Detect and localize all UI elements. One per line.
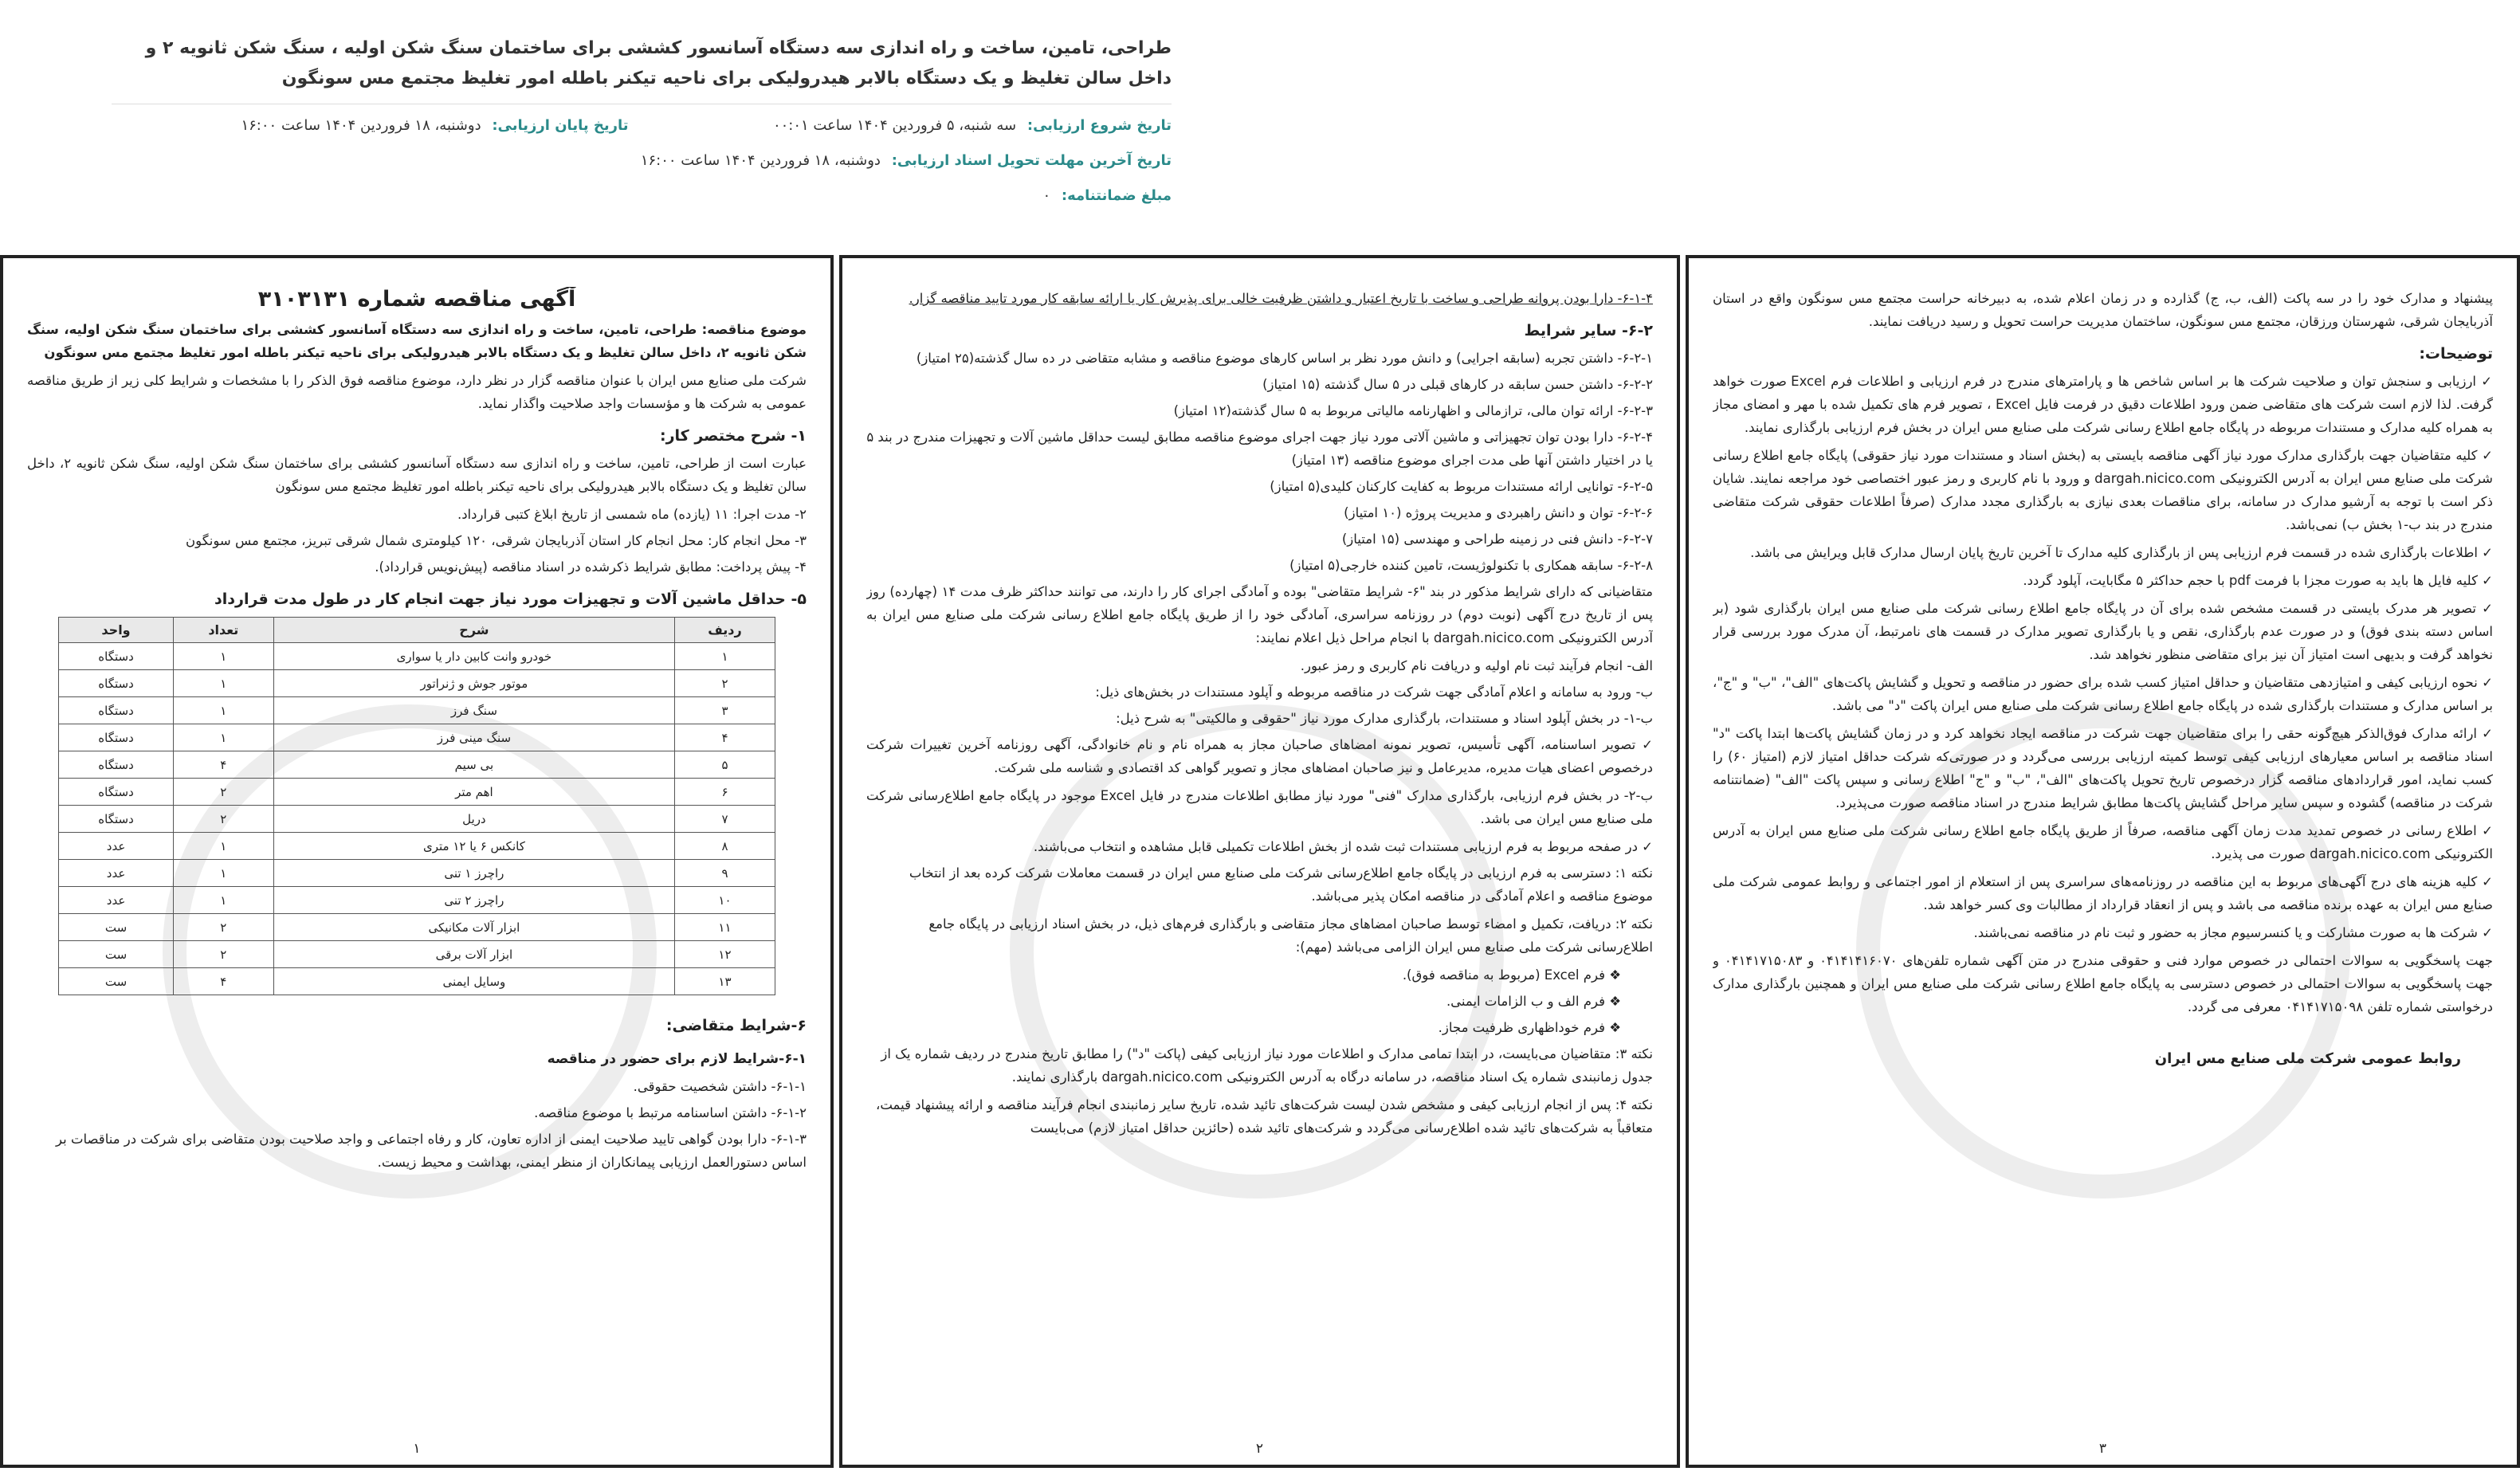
count-cell: ۲ xyxy=(173,779,273,806)
row-no-cell: ۳ xyxy=(675,697,775,724)
description-cell: سنگ مینی فرز xyxy=(273,724,674,751)
description-cell: دریل xyxy=(273,806,674,833)
unit-cell: عدد xyxy=(59,887,174,914)
item-6-1-4: ۶-۱-۴- دارا بودن پروانه طراحی و ساخت با تاریخ اعتبار و داشتن ظرفیت خالی برای پذیرش کار یا ارائه سابقه کار مورد تایید مناقصه گزار. xyxy=(909,291,1653,306)
table-row xyxy=(59,833,775,860)
section-6-2-list xyxy=(866,347,1653,577)
count-cell: ۱ xyxy=(173,860,273,887)
list-item: ❖ فرم الف و ب الزامات ایمنی. xyxy=(1446,994,1621,1009)
unit-cell: دستگاه xyxy=(59,779,174,806)
list-item: ۶-۲-۱- داشتن تجربه (سابقه اجرایی) و دانش مورد نظر بر اساس کارهای موضوع مناقصه و مشابه متقاضی در ده سال گذشته(۲۵ امتیاز) xyxy=(916,351,1653,366)
row-no-cell: ۶ xyxy=(675,779,775,806)
list-item: ✓ نحوه ارزیابی کیفی و امتیازدهی متقاضیان و حداقل امتیاز کسب شده برای حضور در مناقصه و تحویل و گشایش پاکت‌های "الف"، "ب" و "ج"، بر اساس مدارک و مستندات بارگذاری شده در پایگاه جامع اطلاع رسانی شرکت ملی صنایع مس ایران پاکت "د" می باشد. xyxy=(1713,675,2493,713)
step-be: ب- ورود به سامانه و اعلام آمادگی جهت شرکت در مناقصه مربوطه و آپلود مستندات در بخش‌های ذیل: xyxy=(1095,685,1653,700)
section-1-text: عبارت است از طراحی، تامین، ساخت و راه اندازی سه دستگاه آسانسور کششی برای ساختمان سنگ شکن اولیه، سنگ شکن ثانویه ۲، داخل سالن تغلیظ و یک دستگاه بالابر هیدرولیکی برای ناحیه تیکنر باطله امور تغلیظ مجتمع مس سونگون xyxy=(27,456,807,494)
row-no-cell: ۱ xyxy=(675,643,775,670)
list-item: ✓ اطلاعات بارگذاری شده در قسمت فرم ارزیابی پس از بارگذاری کلیه مدارک تا آخرین تاریخ پایان ارسال مدارک قابل ویرایش می باشد. xyxy=(1750,545,2493,560)
list-item: ✓ شرکت ها به صورت مشارکت و یا کنسرسیوم مجاز به حضور و ثبت نام در مناقصه نمی‌باشند. xyxy=(1973,925,2493,940)
note-2: نکته ۲: دریافت، تکمیل و امضاء توسط صاحبان امضاهای مجاز متقاضی و بارگذاری فرم‌های ذیل، در بخش اسناد ارزیابی در پایگاه جامع اطلاع‌رسانی شرکت ملی صنایع مس ایران الزامی می‌باشد (مهم): xyxy=(928,916,1653,955)
description-cell: ابزار آلات برقی xyxy=(273,941,674,968)
table-header-row xyxy=(59,618,775,643)
count-cell: ۱ xyxy=(173,887,273,914)
description-cell: راچرز ۱ تنی xyxy=(273,860,674,887)
section-6-2-title: ۶-۲- سایر شرایط xyxy=(1524,322,1653,339)
deadline-value: دوشنبه، ۱۸ فروردین ۱۴۰۴ ساعت ۱۶:۰۰ xyxy=(640,152,881,169)
section-4: ۴- پیش پرداخت: مطابق شرایط ذکرشده در اسناد مناقصه (پیش‌نویس قرارداد). xyxy=(375,559,807,575)
envelope-paragraph: پیشنهاد و مدارک خود را در سه پاکت (الف، ب، ج) گذارده و در زمان اعلام شده، به دبیرخانه حراست مجتمع مس سونگون واقع در استان آذربایجان شرقی، شهرستان ورزقان، مجتمع مس سونگون، ساختمان مدیریت حراست تحویل و رسید دریافت نمایند. xyxy=(1713,291,2493,329)
description-cell: بی سیم xyxy=(273,751,674,779)
step-be-1: ب-۱- در بخش آپلود اسناد و مستندات، بارگذاری مدارک مورد نیاز "حقوقی و مالکیتی" به شرح ذیل: xyxy=(1116,711,1653,726)
description-cell: کانکس ۶ یا ۱۲ متری xyxy=(273,833,674,860)
table-row xyxy=(59,860,775,887)
item-6-1-3: ۶-۱-۳- دارا بودن گواهی تایید صلاحیت ایمنی از اداره تعاون، کار و رفاه اجتماعی و واجد صلاحیت بودن متقاضی برای شرکت در مناقصات بر اساس دستورالعمل ارزیابی پیمانکاران از منظر ایمنی، بهداشت و محیط زیست. xyxy=(56,1132,807,1170)
unit-cell: دستگاه xyxy=(59,670,174,697)
table-row xyxy=(59,914,775,941)
page-number: ۲ xyxy=(1255,1441,1264,1457)
count-cell: ۱ xyxy=(173,670,273,697)
equipment-table xyxy=(58,617,775,995)
deadline-row xyxy=(112,151,1172,171)
section-1-title: ۱- شرح مختصر کار: xyxy=(659,427,807,445)
count-cell: ۱ xyxy=(173,833,273,860)
list-item: ✓ اطلاع رسانی در خصوص تمدید مدت زمان آگهی مناقصه، صرفاً از طریق پایگاه جامع اطلاع رسانی شرکت ملی صنایع مس ایران به آدرس الکترونیکی dargah.nicico.com صورت می پذیرد. xyxy=(1713,823,2493,861)
item-6-1-2: ۶-۱-۲- داشتن اساسنامه مرتبط با موضوع مناقصه. xyxy=(534,1105,807,1120)
table-row xyxy=(59,887,775,914)
section-5-title: ۵- حداقل ماشین آلات و تجهیزات مورد نیاز جهت انجام کار در طول مدت قرارداد xyxy=(214,590,807,608)
step-alef: الف- انجام فرآیند ثبت نام اولیه و دریافت نام کاربری و رمز عبور. xyxy=(1300,658,1653,673)
col-header-description: شرح xyxy=(273,618,674,643)
guarantee-value: ۰ xyxy=(1042,187,1051,204)
intro-paragraph: شرکت ملی صنایع مس ایران با عنوان مناقصه گزار در نظر دارد، موضوع مناقصه فوق الذکر را با مشخصات و شرایط کلی زیر از طریق مناقصه عمومی به شرکت ها و مؤسسات واجد صلاحیت واگذار نماید. xyxy=(27,373,807,411)
section-3: ۳- محل انجام کار: محل انجام کار استان آذربایجان شرقی، ۱۲۰ کیلومتری شمال شرقی تبریز، مجتمع مس سونگون xyxy=(186,533,807,548)
document-page-1 xyxy=(0,255,834,1468)
unit-cell: عدد xyxy=(59,833,174,860)
page-1-content xyxy=(27,287,807,1425)
deadline-label: تاریخ آخرین مهلت تحویل اسناد ارزیابی: xyxy=(891,152,1172,169)
required-forms-list xyxy=(866,963,1653,1039)
count-cell: ۲ xyxy=(173,806,273,833)
section-6-1-title: ۶-۱-شرایط لازم برای حضور در مناقصه xyxy=(547,1051,807,1067)
row-no-cell: ۷ xyxy=(675,806,775,833)
row-no-cell: ۹ xyxy=(675,860,775,887)
table-row xyxy=(59,779,775,806)
list-item: ❖ فرم خوداظهاری ظرفیت مجاز. xyxy=(1438,1020,1621,1035)
list-item: ✓ کلیه فایل ها باید به صورت مجزا با فرمت pdf با حجم حداکثر ۵ مگابایت، آپلود گردد. xyxy=(2023,573,2493,588)
supplementary-item: ✓ در صفحه مربوط به فرم ارزیابی مستندات ثبت شده از بخش اطلاعات تکمیلی قابل مشاهده و انتخاب می‌باشند. xyxy=(1033,839,1653,854)
step-be-2: ب-۲- در بخش فرم ارزیابی، بارگذاری مدارک "فنی" مورد نیاز مطابق اطلاعات مندرج در فایل Excel موجود در پایگاه جامع اطلاع‌رسانی شرکت ملی صنایع مس ایران می باشد. xyxy=(866,788,1653,826)
unit-cell: دستگاه xyxy=(59,806,174,833)
note-1: نکته ۱: دسترسی به فرم ارزیابی در پایگاه جامع اطلاع‌رسانی شرکت ملی صنایع مس ایران در قسمت معاملات شرکت کرده بعد از انتخاب موضوع مناقصه و اعلام آمادگی در مناقصه امکان پذیر می‌باشد. xyxy=(909,865,1653,904)
tender-header xyxy=(112,33,1172,221)
row-no-cell: ۱۱ xyxy=(675,914,775,941)
page-number: ۳ xyxy=(2098,1441,2107,1457)
description-cell: خودرو وانت کابین دار یا سواری xyxy=(273,643,674,670)
end-date-label: تاریخ پایان ارزیابی: xyxy=(492,117,629,134)
description-cell: موتور جوش و ژنراتور xyxy=(273,670,674,697)
col-header-unit: واحد xyxy=(59,618,174,643)
row-no-cell: ۵ xyxy=(675,751,775,779)
section-6-title: ۶-شرایط متقاضی: xyxy=(665,1017,807,1034)
row-no-cell: ۲ xyxy=(675,670,775,697)
list-item: ✓ تصویر هر مدرک بایستی در قسمت مشخص شده برای آن در پایگاه جامع اطلاع رسانی شرکت ملی صنایع مس ایران بارگذاری شود (بر اساس دسته بندی فوق) و در صورت عدم بارگذاری، نقص و یا بارگذاری تصویر مدارک در قسمت های نامرتبط، آن مدرک مورد بررسی قرار نخواهد گرفت و بدیهی است امتیاز آن نیز برای متقاضی منظور نخواهد شد. xyxy=(1713,601,2493,662)
page-3-content xyxy=(1713,287,2493,1425)
unit-cell: دستگاه xyxy=(59,697,174,724)
count-cell: ۲ xyxy=(173,941,273,968)
count-cell: ۴ xyxy=(173,751,273,779)
list-item: ✓ کلیه متقاضیان جهت بارگذاری مدارک مورد نیاز آگهی مناقصه بایستی به (بخش اسناد و مستندات مورد نیاز حقوقی) پایگاه جامع اطلاع رسانی شرکت ملی صنایع مس ایران به آدرس الکترونیکی dargah.nicico.com و ورود با نام کاربری و رمز عبور اختصاصی خود مراجعه نمایند. شایان ذکر است با توجه به آرشیو مدارک در سامانه، برای مناقصات بعدی نیازی به بارگذاری مجدد مدارک (صرفاً اطلاعات حقوقی شرکت متقاضی مندرج در بند ب-۱ بخش ب) نمی‌باشد. xyxy=(1713,448,2493,532)
count-cell: ۴ xyxy=(173,968,273,995)
contact-paragraph: جهت پاسخگویی به سوالات احتمالی در خصوص موارد فنی و حقوقی مندرج در متن آگهی شماره تلفن‌های ۰۴۱۴۱۴۱۶۰۷۰ و ۰۴۱۴۱۷۱۵۰۸۳ و جهت پاسخگویی به سوالات احتمالی در خصوص دسترسی به پایگاه جامع اطلاع رسانی شرکت ملی صنایع مس ایران و همچنین بارگذاری مدارک درخواستی شماره تلفن ۰۴۱۴۱۷۱۵۰۹۸ معرفی می گردد. xyxy=(1713,953,2493,1014)
table-row xyxy=(59,968,775,995)
list-item: ✓ کلیه هزینه های درج آگهی‌های مربوط به این مناقصه در روزنامه‌های سراسری پس از استعلام از امور اجتماعی و روابط عمومی شرکت ملی صنایع مس ایران به عهده برنده مناقصه می باشد و پس از انعقاد قرارداد از مطالبات وی کسر خواهد شد. xyxy=(1713,874,2493,912)
count-cell: ۲ xyxy=(173,914,273,941)
section-2: ۲- مدت اجرا: ۱۱ (یازده) ماه شمسی از تاریخ ابلاغ کتبی قرارداد. xyxy=(457,507,807,522)
signature: روابط عمومی شرکت ملی صنایع مس ایران xyxy=(2154,1050,2461,1067)
table-row xyxy=(59,724,775,751)
unit-cell: عدد xyxy=(59,860,174,887)
unit-cell: دستگاه xyxy=(59,751,174,779)
row-no-cell: ۱۳ xyxy=(675,968,775,995)
document-page-3 xyxy=(1686,255,2520,1468)
page-number: ۱ xyxy=(413,1441,421,1457)
tender-title: طراحی، تامین، ساخت و راه اندازی سه دستگاه آسانسور کششی برای ساختمان سنگ شکن اولیه ، سنگ شکن ثانویه ۲ و داخل سالن تغلیظ و یک دستگاه بالابر هیدرولیکی برای ناحیه تیکنر باطله امور تغلیظ مجتمع مس سونگون xyxy=(145,38,1172,88)
start-date-label: تاریخ شروع ارزیابی: xyxy=(1026,117,1172,134)
row-no-cell: ۱۲ xyxy=(675,941,775,968)
start-date-value: سه شنبه، ۵ فروردین ۱۴۰۴ ساعت ۰۰:۰۱ xyxy=(772,117,1017,134)
evaluation-dates xyxy=(112,116,1172,136)
legal-documents-item: ✓ تصویر اساسنامه، آگهی تأسیس، تصویر نمونه امضاهای صاحبان مجاز به همراه نام و نام خانوادگی، آگهی روزنامه آخرین تغییرات شرکت درخصوص اعضای هیات مدیره، مدیرعامل و نیز صاحبان امضاهای مجاز و تصویر گواهی کد اقتصادی و شناسه ملی شرکت. xyxy=(866,737,1653,775)
note-3: نکته ۳: متقاضیان می‌بایست، در ابتدا تمامی مدارک و اطلاعات مورد نیاز ارزیابی کیفی (پاکت "د") را مطابق تاریخ مندرج در ردیف شماره یک از جدول زمانبندی شماره یک اسناد مناقصه، در سامانه درگاه به آدرس الکترونیکی dargah.nicico.com بارگذاری نمایند. xyxy=(881,1046,1653,1085)
tender-subject: موضوع مناقصه: طراحی، تامین، ساخت و راه اندازی سه دستگاه آسانسور کششی برای ساختمان سنگ شکن اولیه، سنگ شکن ثانویه ۲، داخل سالن تغلیظ و یک دستگاه بالابر هیدرولیکی برای ناحیه تیکنر باطله امور تغلیظ مجتمع مس سونگون xyxy=(27,322,807,360)
ad-title: آگهی مناقصه شماره ۳۱۰۳۱۳۱ xyxy=(257,287,576,312)
list-item: ۶-۲-۸- سابقه همکاری با تکنولوژیست، تامین کننده خارجی(۵ امتیاز) xyxy=(1289,558,1653,573)
list-item: ۶-۲-۲- داشتن حسن سابقه در کارهای قبلی در ۵ سال گذشته (۱۵ امتیاز) xyxy=(1262,377,1653,392)
unit-cell: دستگاه xyxy=(59,643,174,670)
document-page-2 xyxy=(839,255,1680,1468)
notes-list xyxy=(1713,370,2493,944)
notes-title: توضیحات: xyxy=(2419,345,2493,363)
list-item: ۶-۲-۷- دانش فنی در زمینه طراحی و مهندسی (۱۵ امتیاز) xyxy=(1341,532,1653,547)
table-row xyxy=(59,670,775,697)
row-no-cell: ۱۰ xyxy=(675,887,775,914)
end-date-value: دوشنبه، ۱۸ فروردین ۱۴۰۴ ساعت ۱۶:۰۰ xyxy=(241,117,481,134)
row-no-cell: ۴ xyxy=(675,724,775,751)
guarantee-row xyxy=(112,186,1172,206)
unit-cell: ست xyxy=(59,941,174,968)
item-6-1-1: ۶-۱-۱- داشتن شخصیت حقوقی. xyxy=(633,1079,807,1094)
list-item: ✓ ارزیابی و سنجش توان و صلاحیت شرکت ها بر اساس شاخص ها و پارامترهای مندرج در فرم ارزیابی و اطلاعات فرم Excel صورت خواهد گرفت. لذا لازم است شرکت های متقاضی ضمن ورود اطلاعات دقیق در فرمت فایل Excel ، تصویر فرم های تکمیل شده با مهر و امضای مجاز به همراه کلیه مدارک و مستندات مربوطه در پایگاه جامع اطلاع رسانی شرکت ملی صنایع مس ایران در بخش فرم ارزیابی بارگذاری نمایند. xyxy=(1713,374,2493,435)
list-item: ۶-۲-۴- دارا بودن توان تجهیزاتی و ماشین آلاتی مورد نیاز جهت اجرای موضوع مناقصه مطابق لیست حداقل ماشین آلات و تجهیزات مندرج در بند ۵ یا در اختیار داشتن آنها طی مدت اجرای موضوع مناقصه (۱۳ امتیاز) xyxy=(866,430,1653,468)
col-header-row-no: ردیف xyxy=(675,618,775,643)
table-row xyxy=(59,806,775,833)
table-row xyxy=(59,941,775,968)
table-row xyxy=(59,643,775,670)
note-4: نکته ۴: پس از انجام ارزیابی کیفی و مشخص شدن لیست شرکت‌های تائید شده، تاریخ سایر زمانبندی انجام فرآیند مناقصه و ارائه پیشنهاد قیمت، متعاقباً به شرکت‌های تائید شده اطلاع‌رسانی می‌گردد و شرکت‌های تائید شده (حائزین حداقل امتیاز لازم) می‌بایست xyxy=(876,1097,1653,1136)
list-item: ✓ ارائه مدارک فوق‌الذکر هیچ‌گونه حقی را برای متقاضیان جهت شرکت در مناقصه ایجاد نخواهد کرد و در زمان گشایش پاکت‌ها ابتدا پاکت "د" اسناد مناقصه بر اساس معیارهای ارزیابی کیفی توسط کمیته ارزیابی بررسی می‌گردد و در صورتی‌که شرکت حداقل امتیاز لازم (امتیاز ۶۰) را کسب نماید، امور قراردادهای مناقصه گزار درخصوص تاریخ تحویل پاکت‌های "الف"، "ب" و "ج" اطلاع رسانی و سپس پاکت "الف" (ضمانتنامه شرکت در مناقصه) گشوده و سپس سایر مراحل گشایش پاکت‌ها مطابق شرایط مندرج در اسناد مناقصه صورت می‌پذیرد. xyxy=(1713,726,2493,810)
description-cell: وسایل ایمنی xyxy=(273,968,674,995)
list-item: ۶-۲-۳- ارائه توان مالی، ترازمالی و اظهارنامه مالیاتی مربوط به ۵ سال گذشته(۱۲ امتیاز) xyxy=(1173,403,1653,418)
table-row xyxy=(59,751,775,779)
count-cell: ۱ xyxy=(173,643,273,670)
col-header-count: تعداد xyxy=(173,618,273,643)
unit-cell: ست xyxy=(59,968,174,995)
description-cell: اهم متر xyxy=(273,779,674,806)
description-cell: ابزار آلات مکانیکی xyxy=(273,914,674,941)
list-item: ۶-۲-۶- توان و دانش راهبردی و مدیریت پروژه (۱۰ امتیاز) xyxy=(1344,505,1653,520)
description-cell: راچرز ۲ تنی xyxy=(273,887,674,914)
application-paragraph: متقاضیانی که دارای شرایط مذکور در بند "۶- شرایط متقاضی" بوده و آمادگی اجرای کار را دارند، می توانند حداکثر ظرف مدت ۱۴ (چهارده) روز پس از تاریخ درج آگهی (نوبت دوم) در روزنامه سراسری، آمادگی خود را از طریق پایگاه جامع اطلاع رسانی شرکت ملی صنایع مس ایران به آدرس الکترونیکی dargah.nicico.com با انجام مراحل ذیل اعلام نمایند: xyxy=(866,584,1653,645)
list-item: ❖ فرم Excel (مربوط به مناقصه فوق). xyxy=(1402,967,1621,983)
count-cell: ۱ xyxy=(173,697,273,724)
page-2-content xyxy=(866,287,1653,1425)
unit-cell: دستگاه xyxy=(59,724,174,751)
description-cell: سنگ فرز xyxy=(273,697,674,724)
list-item: ۶-۲-۵- توانایی ارائه مستندات مربوط به کفایت کارکنان کلیدی(۵ امتیاز) xyxy=(1270,479,1653,494)
table-row xyxy=(59,697,775,724)
count-cell: ۱ xyxy=(173,724,273,751)
guarantee-label: مبلغ ضمانتنامه: xyxy=(1061,187,1172,204)
row-no-cell: ۸ xyxy=(675,833,775,860)
unit-cell: ست xyxy=(59,914,174,941)
